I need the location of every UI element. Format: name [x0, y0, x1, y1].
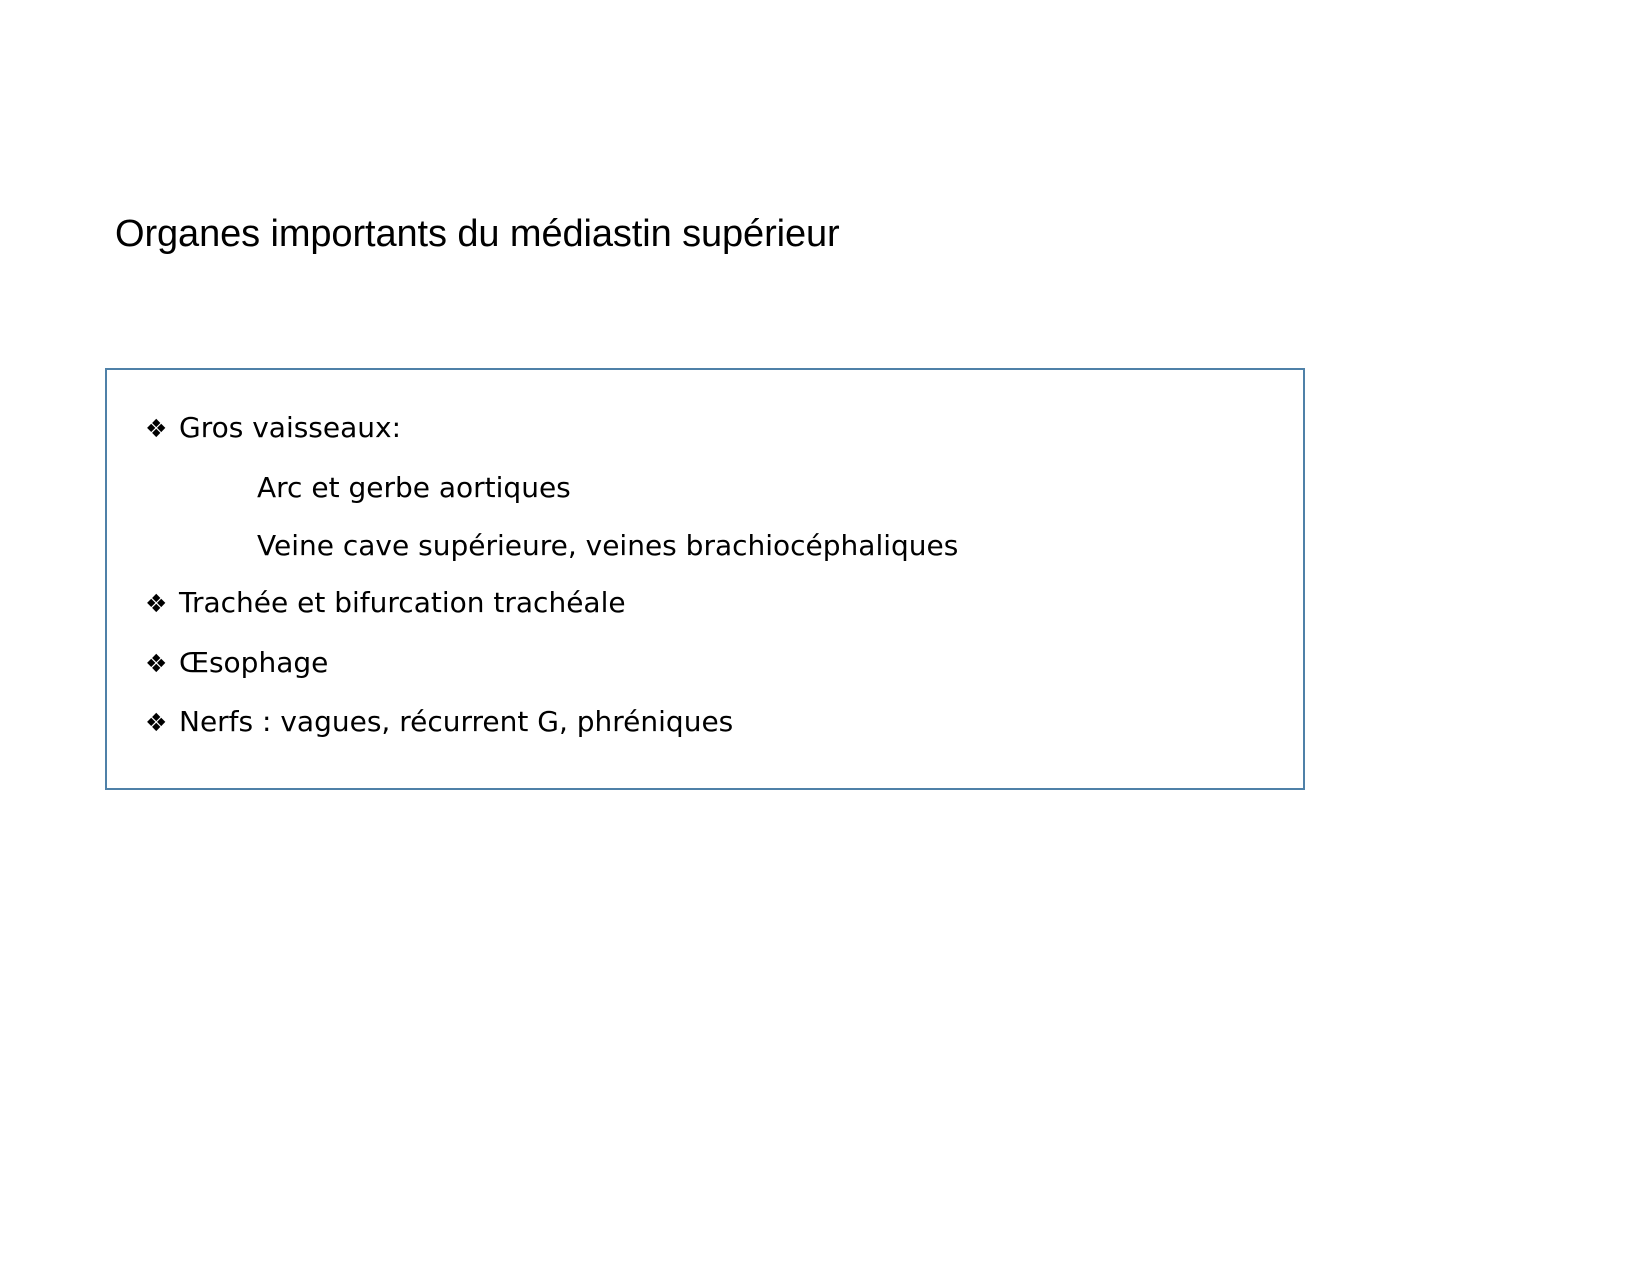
diamond-bullet-icon: ❖	[145, 589, 168, 618]
list-item	[145, 585, 626, 620]
content-box	[105, 368, 1305, 790]
list-item	[145, 645, 328, 680]
list-item-label: Trachée et bifurcation trachéale	[179, 586, 626, 619]
diamond-bullet-icon: ❖	[145, 708, 168, 737]
page-title: Organes importants du médiastin supérieur	[115, 213, 840, 255]
list-item-label: Veine cave supérieure, veines brachiocéphaliques	[257, 529, 959, 562]
list-item-label: Nerfs : vagues, récurrent G, phréniques	[179, 705, 734, 738]
list-item-label: Œsophage	[179, 646, 329, 679]
diamond-bullet-icon: ❖	[145, 414, 168, 443]
list-item-label: Arc et gerbe aortiques	[257, 471, 571, 504]
list-item-label: Gros vaisseaux:	[179, 411, 402, 444]
diamond-bullet-icon: ❖	[145, 649, 168, 678]
list-item	[145, 410, 401, 445]
list-item	[257, 470, 571, 505]
list-item	[145, 704, 733, 739]
list-item	[257, 528, 958, 563]
